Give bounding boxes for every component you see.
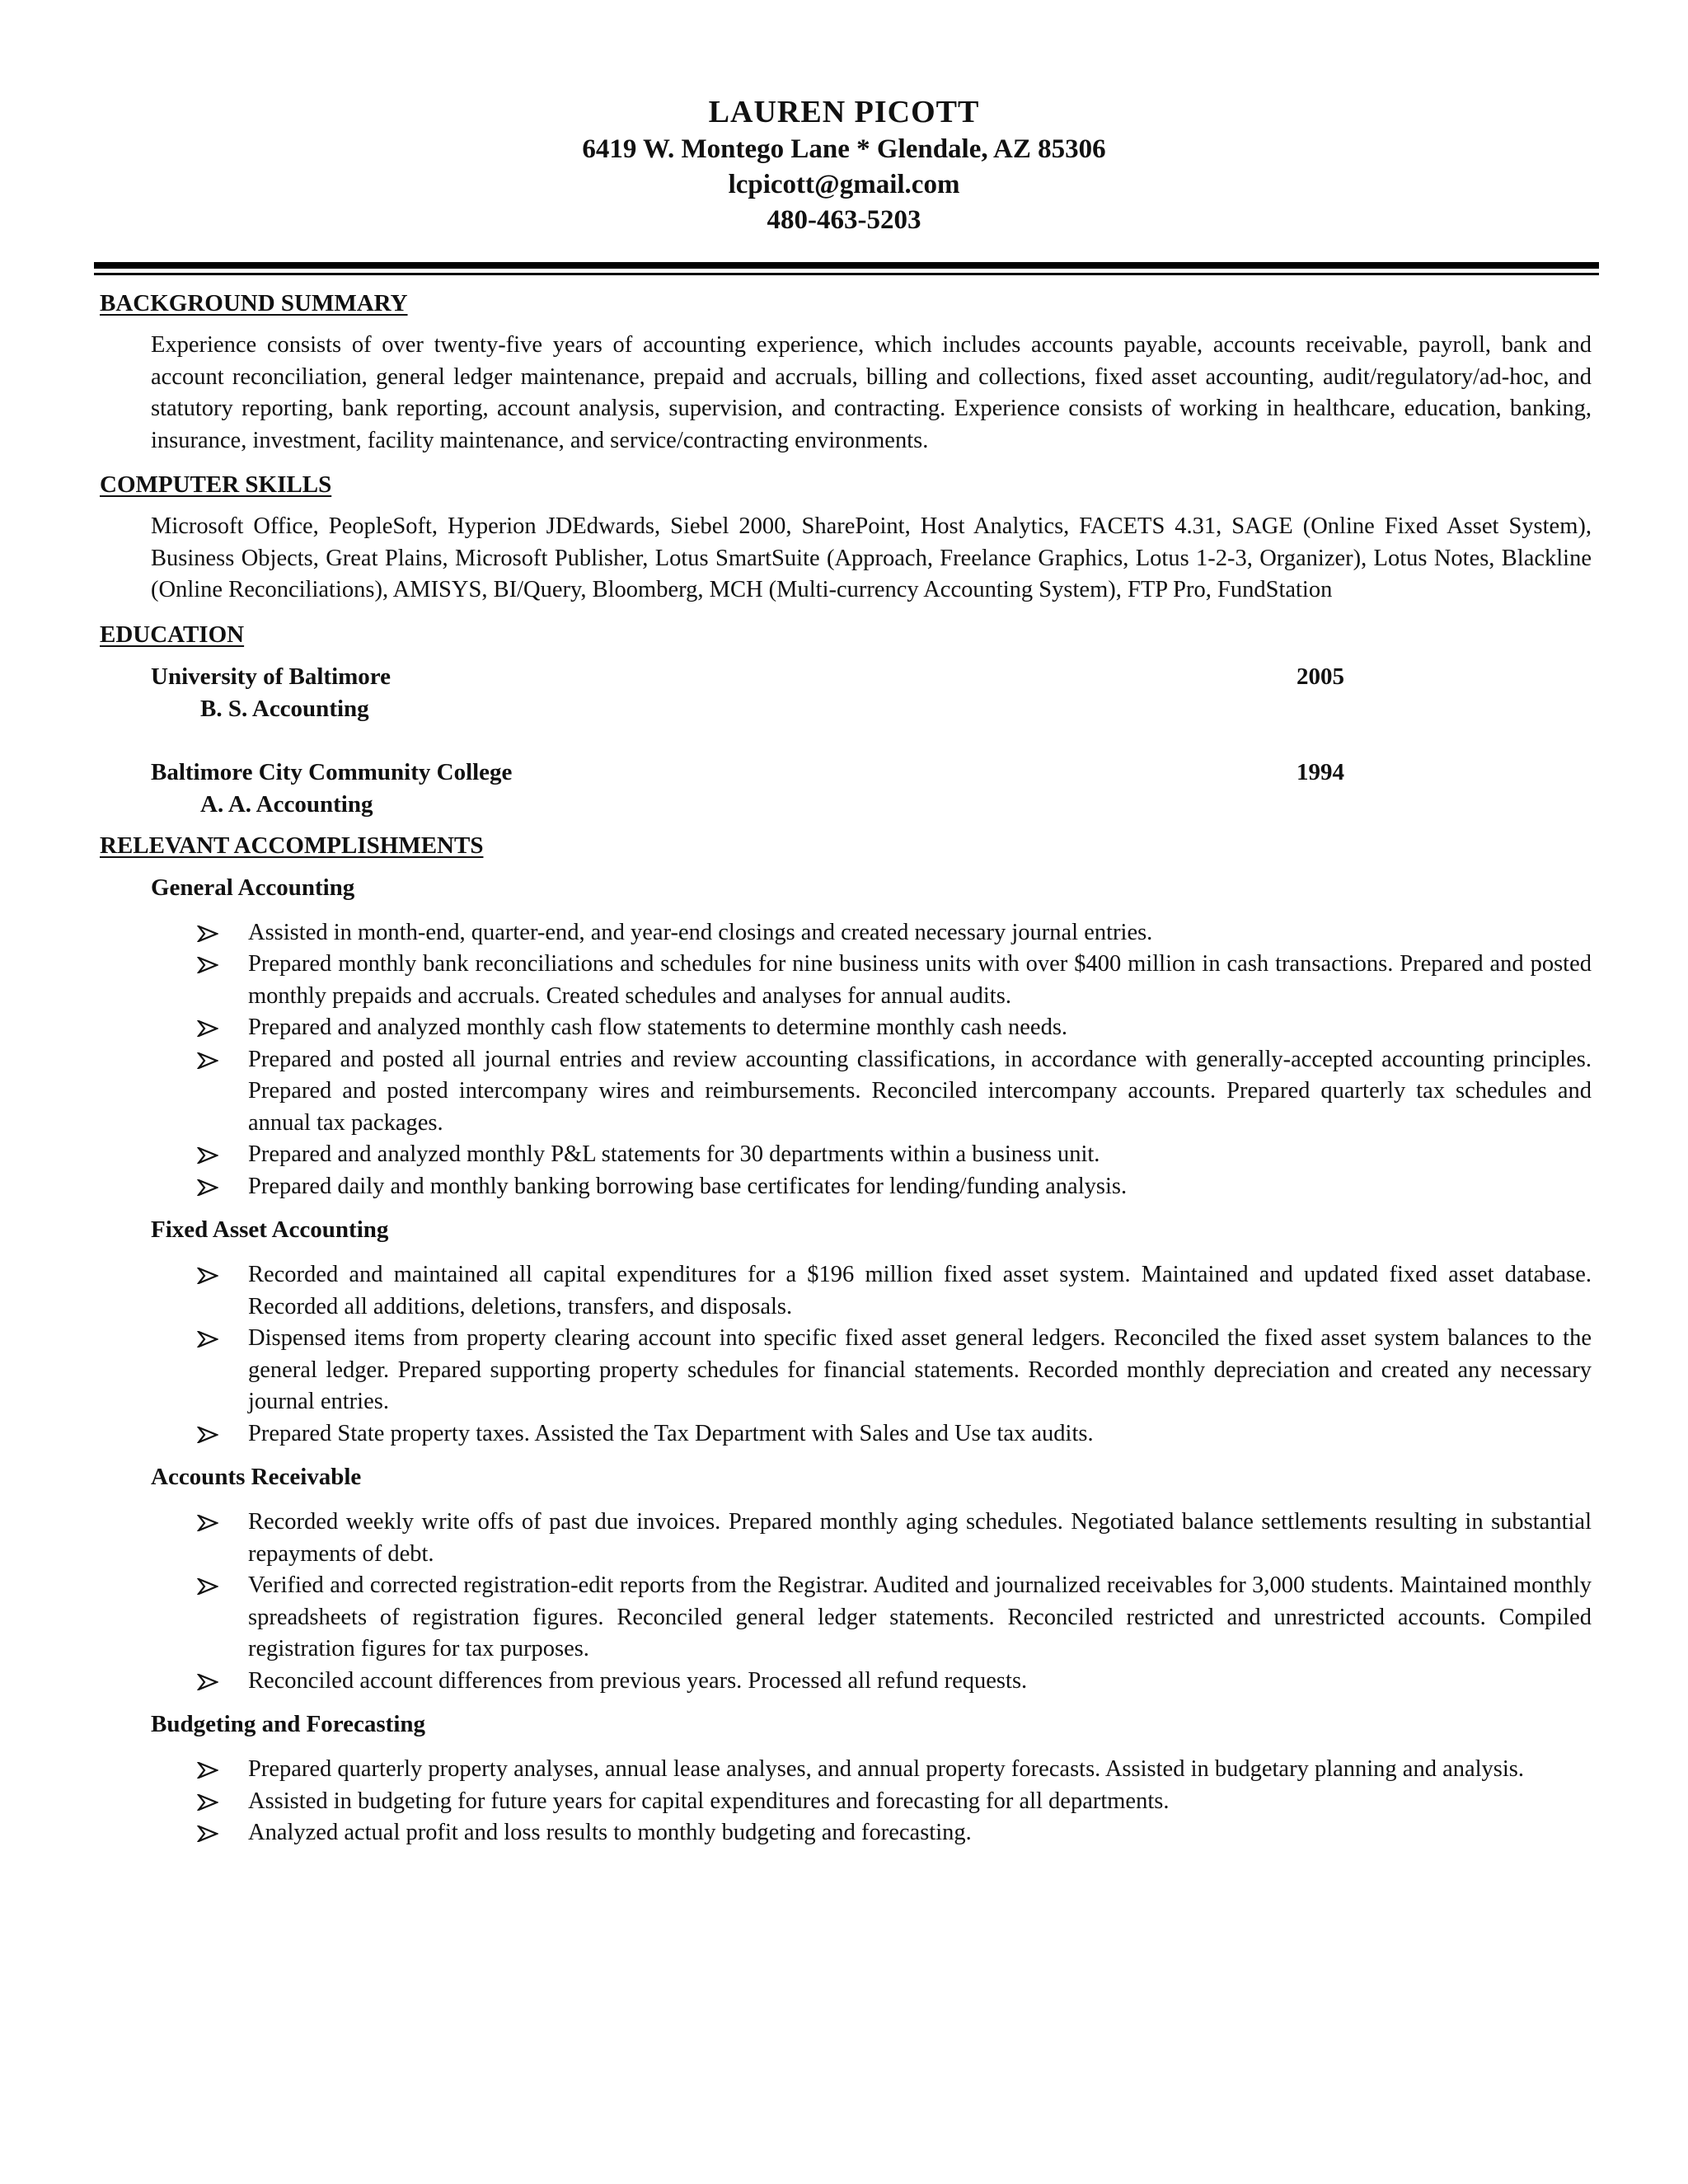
address: 6419 W. Montego Lane * Glendale, AZ 85306 bbox=[582, 134, 1106, 164]
list-item bbox=[100, 1817, 1592, 1849]
arrow-bullet-icon bbox=[197, 1139, 222, 1170]
list-item bbox=[100, 1139, 1592, 1171]
arrow-bullet-icon bbox=[197, 1323, 222, 1354]
list-item bbox=[100, 1570, 1592, 1666]
list-item-text: Dispensed items from property clearing account into specific fixed asset general ledgers. Reconciled the fixed asset system balances to the general ledger. Prepared supporting property schedules for financial statements. Recorded monthly depreciation and created any necessary journal entries. bbox=[248, 1325, 1592, 1414]
accomplishment-heading: Budgeting and Forecasting bbox=[151, 1711, 426, 1737]
arrow-bullet-icon bbox=[197, 1570, 222, 1601]
education-entry bbox=[151, 661, 1592, 693]
section-title-background: BACKGROUND SUMMARY bbox=[100, 290, 408, 316]
arrow-bullet-icon bbox=[197, 1012, 222, 1043]
arrow-bullet-icon bbox=[197, 1259, 222, 1291]
list-item bbox=[100, 1786, 1592, 1818]
phone: 480-463-5203 bbox=[767, 205, 921, 235]
accomplishment-heading: General Accounting bbox=[151, 874, 355, 901]
arrow-bullet-icon bbox=[197, 1171, 222, 1202]
arrow-bullet-icon bbox=[197, 917, 222, 949]
list-item bbox=[100, 949, 1592, 1012]
background-summary-text: Experience consists of over twenty-five years of accounting experience, which includes accounts payable, accounts receivable, payroll, bank and account reconciliation, general ledger maintenance, prepaid and accruals, billing and collections, fixed asset accounting, audit/regulatory/ad-hoc, and statutory reporting, bank reporting, account analysis, supervision, and contracting. Experience consists of working in healthcare, education, banking, insurance, investment, facility maintenance, and service/contracting environments. bbox=[151, 332, 1592, 453]
list-item-text: Assisted in budgeting for future years for capital expenditures and forecasting for all departments. bbox=[248, 1788, 1170, 1814]
list-item bbox=[100, 1259, 1592, 1323]
list-item bbox=[100, 917, 1592, 949]
candidate-name: LAUREN PICOTT bbox=[708, 95, 980, 129]
accomplishment-list bbox=[100, 917, 1592, 1203]
school-name: Baltimore City Community College bbox=[151, 758, 513, 785]
accomplishment-list bbox=[100, 1754, 1592, 1849]
list-item-text: Prepared daily and monthly banking borrowing base certificates for lending/funding analysis. bbox=[248, 1173, 1128, 1199]
header-divider-thick bbox=[94, 262, 1599, 269]
list-item-text: Verified and corrected registration-edit reports from the Registrar. Audited and journalized receivables for 3,000 students. Maintained monthly spreadsheets of registration figures. Reconciled general ledger statements. Reconciled restricted and unrestricted accounts. Compiled registration figures for tax purposes. bbox=[248, 1572, 1592, 1661]
list-item bbox=[100, 1507, 1592, 1570]
list-item bbox=[100, 1012, 1592, 1044]
list-item-text: Reconciled account differences from previous years. Processed all refund requests. bbox=[248, 1667, 1028, 1694]
education-entry bbox=[151, 757, 1592, 789]
computer-skills-text: Microsoft Office, PeopleSoft, Hyperion JDEdwards, Siebel 2000, SharePoint, Host Analytics, FACETS 4.31, SAGE (Online Fixed Asset System), Business Objects, Great Plains, Microsoft Publisher, Lotus SmartSuite (Approach, Freelance Graphics, Lotus 1-2-3, Organizer), Lotus Notes, Blackline (Online Reconciliations), AMISYS, BI/Query, Bloomberg, MCH (Multi-currency Accounting System), FTP Pro, FundStation bbox=[151, 513, 1592, 602]
arrow-bullet-icon bbox=[197, 1786, 222, 1817]
degree: B. S. Accounting bbox=[200, 695, 369, 722]
accomplishment-heading: Fixed Asset Accounting bbox=[151, 1216, 389, 1243]
school-name: University of Baltimore bbox=[151, 663, 392, 690]
list-item-text: Prepared and posted all journal entries and review accounting classifications, in accordance with generally-accepted accounting principles. Prepared and posted intercompany wires and reimbursements. Reconciled intercompany accounts. Prepared quarterly tax schedules and annual tax packages. bbox=[248, 1046, 1592, 1136]
arrow-bullet-icon bbox=[197, 1666, 222, 1697]
arrow-bullet-icon bbox=[197, 1044, 222, 1076]
education-list bbox=[151, 661, 1592, 821]
list-item bbox=[100, 1754, 1592, 1786]
graduation-year: 1994 bbox=[1296, 758, 1344, 785]
list-item-text: Prepared and analyzed monthly P&L statements for 30 departments within a business unit. bbox=[248, 1141, 1100, 1167]
header-divider-thin bbox=[94, 273, 1599, 275]
list-item-text: Analyzed actual profit and loss results to monthly budgeting and forecasting. bbox=[248, 1820, 972, 1845]
list-item bbox=[100, 1171, 1592, 1203]
arrow-bullet-icon bbox=[197, 1817, 222, 1849]
accomplishment-list bbox=[100, 1507, 1592, 1697]
accomplishment-list bbox=[100, 1259, 1592, 1450]
list-item-text: Prepared State property taxes. Assisted the Tax Department with Sales and Use tax audits. bbox=[248, 1420, 1094, 1446]
arrow-bullet-icon bbox=[197, 1418, 222, 1450]
list-item-text: Recorded weekly write offs of past due invoices. Prepared monthly aging schedules. Negotiated balance settlements resulting in substantial repayments of debt. bbox=[248, 1509, 1592, 1567]
list-item bbox=[100, 1666, 1592, 1698]
graduation-year: 2005 bbox=[1296, 663, 1344, 690]
section-title-accomplishments: RELEVANT ACCOMPLISHMENTS bbox=[100, 832, 484, 859]
arrow-bullet-icon bbox=[197, 949, 222, 980]
accomplishment-heading: Accounts Receivable bbox=[151, 1464, 362, 1490]
email: lcpicott@gmail.com bbox=[728, 170, 960, 199]
section-title-skills: COMPUTER SKILLS bbox=[100, 471, 332, 498]
list-item bbox=[100, 1323, 1592, 1418]
section-title-education: EDUCATION bbox=[100, 621, 245, 648]
arrow-bullet-icon bbox=[197, 1507, 222, 1538]
list-item-text: Prepared monthly bank reconciliations and schedules for nine business units with over $400 million in cash transactions. Prepared and posted monthly prepaids and accruals. Created schedules and analyses for annual audits. bbox=[248, 951, 1592, 1009]
accomplishment-groups bbox=[100, 872, 1592, 1849]
degree: A. A. Accounting bbox=[200, 790, 373, 818]
list-item-text: Prepared quarterly property analyses, annual lease analyses, and annual property forecasts. Assisted in budgetary planning and analysis. bbox=[248, 1756, 1525, 1782]
list-item-text: Prepared and analyzed monthly cash flow statements to determine monthly cash needs. bbox=[248, 1015, 1068, 1040]
list-item-text: Recorded and maintained all capital expenditures for a $196 million fixed asset system. Maintained and updated fixed asset database. Recorded all additions, deletions, transfers, and disposals. bbox=[248, 1262, 1592, 1319]
resume-header bbox=[0, 92, 1688, 238]
arrow-bullet-icon bbox=[197, 1754, 222, 1785]
list-item bbox=[100, 1044, 1592, 1140]
list-item bbox=[100, 1418, 1592, 1451]
resume-body bbox=[100, 287, 1592, 1861]
list-item-text: Assisted in month-end, quarter-end, and year-end closings and created necessary journal entries. bbox=[248, 919, 1153, 945]
